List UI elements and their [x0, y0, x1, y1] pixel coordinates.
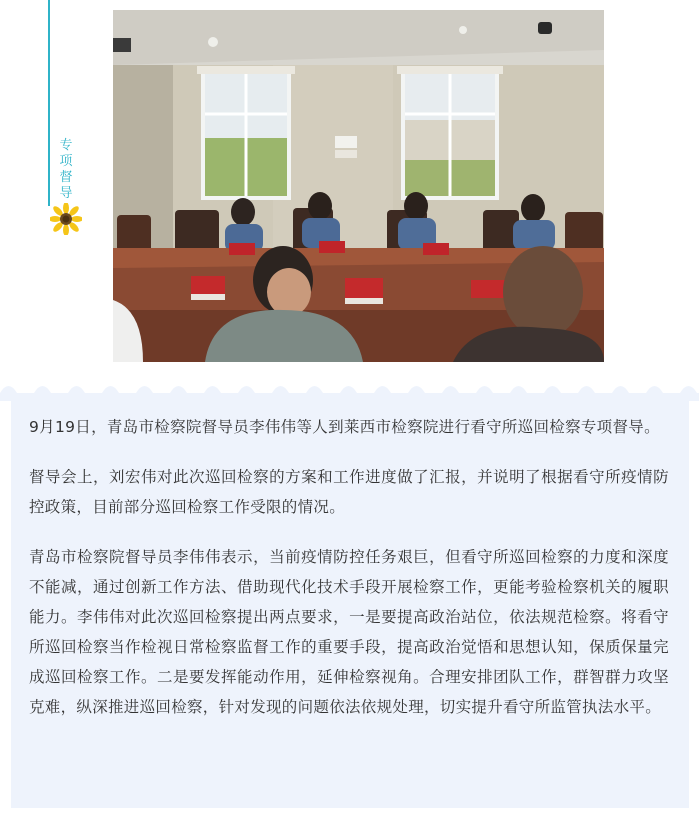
section-label: 专项督导	[59, 138, 73, 201]
meeting-photo	[113, 10, 604, 362]
article-body	[29, 412, 669, 742]
side-accent-line	[48, 0, 50, 206]
paragraph: 督导会上，刘宏伟对此次巡回检察的方案和工作进度做了汇报，并说明了根据看守所疫情防控政策，目前部分巡回检察工作受限的情况。	[29, 468, 669, 516]
paragraph: 9月19日，青岛市检察院督导员李伟伟等人到莱西市检察院进行看守所巡回检察专项督导。	[29, 418, 660, 436]
paragraph: 青岛市检察院督导员李伟伟表示，当前疫情防控任务艰巨，但看守所巡回检察的力度和深度不能减，通过创新工作方法、借助现代化技术手段开展检察工作，更能考验检察机关的履职能力。李伟伟对此次巡回检察提出两点要求，一是要提高政治站位，依法规范检察。将看守所巡回检察当作检视日常检察监督工作的重要手段，提高政治觉悟和思想认知，保质保量完成巡回检察工作。二是要发挥能动作用，延伸检察视角。合理安排团队工作，群智群力攻坚克难，纵深推进巡回检察，针对发现的问题依法依规处理，切实提升看守所监管执法水平。	[29, 548, 669, 716]
sunflower-icon	[50, 203, 82, 235]
